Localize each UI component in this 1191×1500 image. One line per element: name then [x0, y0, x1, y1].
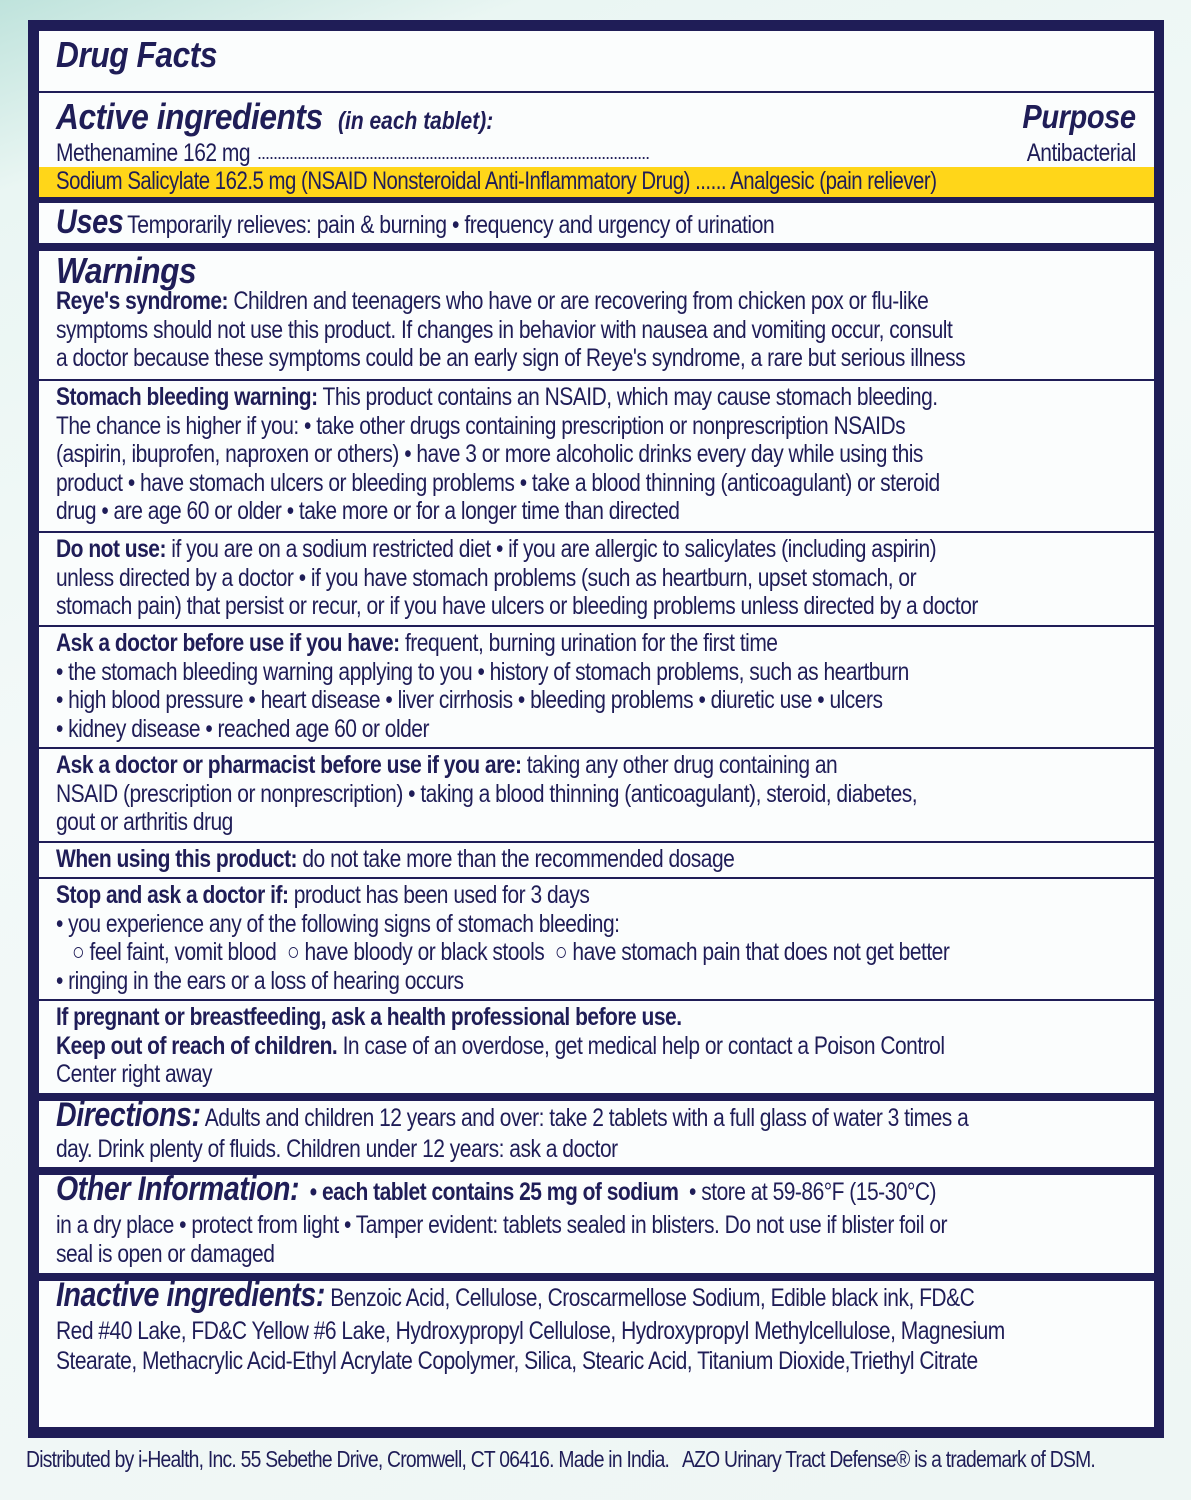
ingredient-dots: ..................................................................................................: [257, 143, 650, 163]
do-not-use-line: stomach pain) that persist or recur, or if you have ulcers or bleeding problems unless directed by a doctor: [56, 592, 978, 620]
other-information-text: [56, 1170, 1136, 1268]
directions-line: Adults and children 12 years and over: take 2 tablets with a full glass of water 3 times a: [200, 1104, 969, 1132]
uses-section: [39, 203, 1154, 243]
active-ingredients-subheading: (in each tablet):: [337, 107, 493, 135]
pregnant-label: If pregnant or breastfeeding, ask a health professional before use.: [56, 1003, 682, 1031]
stop-use-section: [39, 879, 1154, 999]
active-ingredients-heading-wrap: [56, 95, 522, 139]
ask-pharmacist-line: NSAID (prescription or nonprescription) • taking a blood thinning (anticoagulant), steroid, diabetes,: [56, 779, 918, 808]
when-using-section: [39, 843, 1154, 877]
drug-facts-panel: [28, 20, 1164, 1438]
active-ingredients-section: [39, 93, 1154, 195]
uses-text: Temporarily relieves: pain & burning • frequency and urgency of urination: [127, 211, 775, 239]
title-section: [39, 31, 1154, 91]
ingredient-purpose: Analgesic (pain reliever): [730, 167, 937, 195]
stomach-bleeding-label: Stomach bleeding warning:: [56, 383, 318, 411]
ingredient-dots: ......: [695, 167, 727, 195]
inactive-ingredients-heading: Inactive ingredients:: [56, 1276, 325, 1314]
ingredient-name: Sodium Salicylate 162.5 mg (NSAID Nonsteroidal Anti-Inflammatory Drug): [56, 167, 690, 195]
inactive-ingredients-line: Benzoic Acid, Cellulose, Croscarmellose Sodium, Edible black ink, FD&C: [324, 1284, 975, 1312]
inactive-ingredients-line: Stearate, Methacrylic Acid-Ethyl Acrylate Copolymer, Silica, Stearic Acid, Titanium Dioxide,Triethyl Citrate: [56, 1347, 978, 1375]
other-information-line: seal is open or damaged: [56, 1239, 275, 1268]
reyes-line: a doctor because these symptoms could be an early sign of Reye's syndrome, a rare but serious illness: [56, 344, 966, 372]
stop-use-line: ○ feel faint, vomit blood ○ have bloody or black stools ○ have stomach pain that does not get better: [56, 938, 950, 966]
ask-doctor-label: Ask a doctor before use if you have:: [56, 629, 400, 657]
stomach-bleeding-line: This product contains an NSAID, which may cause stomach bleeding.: [317, 383, 938, 411]
stop-use-line: • ringing in the ears or a loss of hearing occurs: [56, 966, 464, 995]
active-ingredients-heading: Active ingredients: [56, 96, 323, 137]
ask-pharmacist-label: Ask a doctor or pharmacist before use if you are:: [56, 751, 522, 779]
other-information-line: in a dry place • protect from light • Tamper evident: tablets sealed in blisters. Do not use if blister foil or: [56, 1211, 947, 1239]
stop-use-label: Stop and ask a doctor if:: [56, 881, 289, 909]
keep-out-label: Keep out of reach of children.: [56, 1031, 338, 1060]
inactive-ingredients-section: [39, 1276, 1154, 1427]
do-not-use-line: if you are on a sodium restricted diet • if you are allergic to salicylates (including aspirin): [165, 535, 937, 563]
ask-doctor-line: • high blood pressure • heart disease • liver cirrhosis • bleeding problems • diuretic use • ulcers: [56, 686, 883, 714]
when-using-line: do not take more than the recommended dosage: [297, 845, 735, 873]
when-using-label: When using this product:: [56, 845, 298, 873]
do-not-use-section: [39, 533, 1154, 625]
keep-out-line: In case of an overdose, get medical help or contact a Poison Control: [337, 1031, 945, 1060]
inactive-ingredients-text: [56, 1276, 1136, 1376]
warnings-reyes-section: [39, 251, 1154, 379]
ask-pharmacist-text: [56, 751, 1136, 837]
directions-line: day. Drink plenty of fluids. Children under 12 years: ask a doctor: [56, 1135, 618, 1163]
ask-pharmacist-line: taking any other drug containing an: [521, 751, 838, 779]
uses-line: [56, 203, 774, 242]
stomach-bleeding-line: (aspirin, ibuprofen, naproxen or others) • have 3 or more alcoholic drinks every day while using this: [56, 440, 923, 468]
ask-doctor-text: [56, 629, 1136, 743]
sodium-note: • each tablet contains 25 mg of sodium: [299, 1178, 679, 1206]
warnings-heading: Warnings: [56, 250, 197, 291]
distributor-footer: Distributed by i-Health, Inc. 55 Sebethe Drive, Cromwell, CT 06416. Made in India. AZO Urinary Tract Defense® is a trademark of DSM.: [26, 1446, 1096, 1472]
stomach-bleeding-section: [39, 381, 1154, 531]
ingredient-row: [56, 139, 1136, 167]
ingredient-purpose: Antibacterial: [1026, 139, 1136, 167]
stomach-bleeding-text: [56, 383, 1136, 526]
directions-heading: Directions:: [56, 1096, 201, 1134]
ask-doctor-section: [39, 627, 1154, 747]
keep-out-line: Center right away: [56, 1060, 213, 1088]
ask-pharmacist-section: [39, 749, 1154, 841]
do-not-use-line: unless directed by a doctor • if you have stomach problems (such as heartburn, upset stomach, or: [56, 563, 917, 592]
stomach-bleeding-line: drug • are age 60 or older • take more or for a longer time than directed: [56, 497, 680, 525]
stop-use-line: product has been used for 3 days: [288, 881, 590, 909]
pregnancy-keep-out-section: [39, 1001, 1154, 1093]
ingredient-name-wrap: [56, 167, 937, 197]
purpose-heading: Purpose: [1022, 98, 1136, 135]
reyes-label: Reye's syndrome:: [56, 287, 229, 315]
reyes-line: Children and teenagers who have or are recovering from chicken pox or flu-like: [228, 287, 929, 315]
do-not-use-label: Do not use:: [56, 535, 166, 563]
uses-heading: Uses: [56, 203, 124, 241]
ask-doctor-line: • the stomach bleeding warning applying to you • history of stomach problems, such as heartburn: [56, 657, 909, 686]
ingredient-name: Methenamine 162 mg: [56, 139, 251, 167]
directions-text: [56, 1096, 1136, 1164]
ask-doctor-line: • kidney disease • reached age 60 or older: [56, 714, 429, 743]
other-information-section: [39, 1170, 1154, 1273]
stomach-bleeding-line: product • have stomach ulcers or bleeding problems • take a blood thinning (anticoagulant) or steroid: [56, 468, 940, 497]
when-using-text: [56, 845, 1136, 874]
stop-use-line: • you experience any of the following signs of stomach bleeding:: [56, 909, 620, 938]
page-title: Drug Facts: [56, 34, 218, 75]
directions-section: [39, 1096, 1154, 1167]
do-not-use-text: [56, 535, 1136, 621]
reyes-line: symptoms should not use this product. If changes in behavior with nausea and vomiting occur, consult: [56, 315, 953, 344]
ask-pharmacist-line: gout or arthritis drug: [56, 808, 233, 836]
reyes-text: [56, 287, 1136, 373]
stop-use-text: [56, 881, 1136, 995]
ask-doctor-line: frequent, burning urination for the first time: [399, 629, 778, 657]
pregnancy-keep-out-text: [56, 1003, 1136, 1089]
inactive-ingredients-line: Red #40 Lake, FD&C Yellow #6 Lake, Hydroxypropyl Cellulose, Hydroxypropyl Methylcellulose, Magnesium: [56, 1317, 1005, 1345]
stomach-bleeding-line: The chance is higher if you: • take other drugs containing prescription or nonprescription NSAIDs: [56, 411, 906, 440]
ingredient-row-highlighted: [39, 167, 1154, 197]
other-information-line: • store at 59-86°F (15-30°C): [678, 1178, 937, 1206]
other-information-heading: Other Information:: [56, 1170, 300, 1208]
